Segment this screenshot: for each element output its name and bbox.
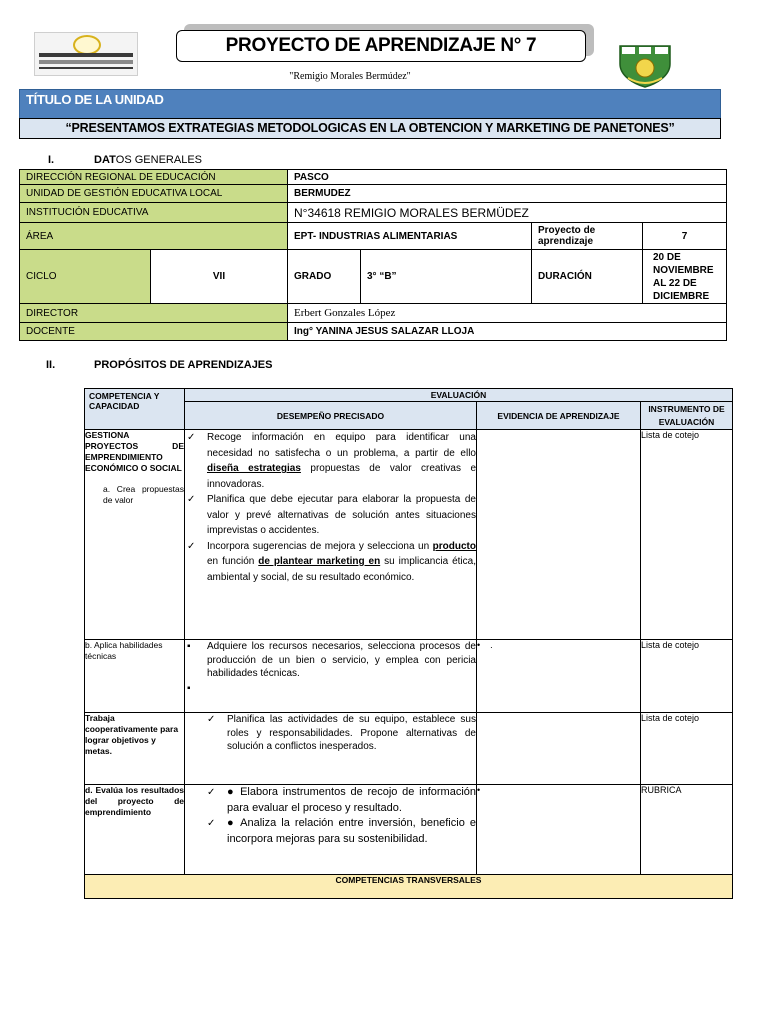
list-item: ▪ Adquiere los recursos necesarios, selecciona procesos de producción de un bien o servicio, y emplea con pericia habilidades técnicas. [187,641,476,679]
sun-emblem-icon [73,35,101,55]
check-icon: ✓ [187,540,196,552]
table-row [20,304,727,323]
dre-label: DIRECCIÓN REGIONAL DE EDUCACIÓN [20,170,288,185]
table-row [85,430,733,640]
capacidad-cell: b. Aplica habilidades técnicas [85,640,185,713]
purposes-table [84,388,733,899]
proyecto-value: 7 [643,223,727,250]
table-row [20,223,727,250]
dre-value: PASCO [288,170,727,185]
docente-label: DOCENTE [20,323,288,341]
page-title: PROYECTO DE APRENDIZAJE N° 7 [176,30,586,62]
list-item: ✓ Incorpora sugerencias de mejora y selecciona un producto en función de plantear marketing en su implicancia ética, ambiental y social, de su resultado económico. [187,540,476,583]
evidencia-cell [477,713,641,785]
ie-label: INSTITUCIÓN EDUCATIVA [20,203,288,223]
docente-value: Ing° YANINA JESUS SALAZAR LLOJA [288,323,727,341]
ciclo-value: VII [151,250,288,304]
capacidad-cell: Trabaja cooperativamente para lograr objetivos y metas. [85,713,185,785]
table-row [85,640,733,713]
duracion-label: DURACIÓN [532,250,643,304]
bullet-icon: ▪ [187,682,191,694]
desempeno-cell [185,785,477,875]
area-value: EPT- INDUSTRIAS ALIMENTARIAS [288,223,532,250]
table-row [20,250,727,304]
ie-value: N°34618 REMIGIO MORALES BERMÜDEZ [288,203,727,223]
evidencia-cell: • . [477,640,641,713]
desempeno-cell [185,430,477,640]
instrumento-cell: RUBRICA [641,785,733,875]
ugel-value: BERMUDEZ [288,185,727,203]
director-value: Erbert Gonzales López [288,304,727,323]
table-row [20,323,727,341]
table-row [85,875,733,899]
header-evaluacion: EVALUACIÓN [185,389,733,402]
ciclo-label: CICLO [20,250,151,304]
competencia-cell: GESTIONA PROYECTOS DE EMPRENDIMIENTO ECONÓMICO O SOCIAL a. Crea propuestas de valor [85,430,185,640]
evidencia-cell: • [477,785,641,875]
header-desempeno: DESEMPEÑO PRECISADO [185,402,477,430]
list-item: ✓ Recoge información en equipo para identificar una necesidad no satisfecha o un problema, a partir de ello diseña estrategias propuestas de valor creativas e innovadoras. [187,432,477,490]
grado-value: 3° “B” [361,250,532,304]
section-purposes-title: II. PROPÓSITOS DE APRENDIZAJES [46,359,273,371]
list-item: ✓ Planifica las actividades de su equipo, establece sus roles y responsabilidades. Propone alternativas de solución a conflictos inesperados. [207,714,476,752]
unit-name: “PRESENTAMOS EXTRATEGIAS METODOLOGICAS EN LA OBTENCION Y MARKETING DE PANETONES” [19,118,721,139]
unit-heading: TÍTULO DE LA UNIDAD [26,92,164,107]
general-data-table [19,169,727,341]
capacidad-label: a. Crea propuestas de valor [103,484,184,505]
table-row [20,170,727,185]
header-evidencia: EVIDENCIA DE APRENDIZAJE [477,402,641,430]
evidencia-cell [477,430,641,640]
ugel-label: UNIDAD DE GESTIÓN EDUCATIVA LOCAL [20,185,288,203]
table-row [20,203,727,223]
table-row [20,185,727,203]
instrumento-cell: Lista de cotejo [641,713,733,785]
capacidad-cell: d. Evalúa los resultados del proyecto de emprendimiento [85,785,185,875]
header-instrumento: INSTRUMENTO DE EVALUACIÓN [641,402,733,430]
proyecto-label: Proyecto de aprendizaje [532,223,643,250]
transversal-competencies-row: COMPETENCIAS TRANSVERSALES [85,875,733,899]
list-item: ✓ ● Elabora instrumentos de recojo de información para evaluar el proceso y resultado. [207,786,476,814]
instrumento-cell: Lista de cotejo [641,430,733,640]
header-competencia: COMPETENCIA Y CAPACIDAD [85,389,185,430]
check-icon: ✓ [187,494,196,505]
school-subtitle: "Remigio Morales Bermúdez" [289,71,411,82]
duracion-value: 20 DE NOVIEMBRE AL 22 DE DICIEMBRE [643,250,727,304]
list-item: ✓ Planifica que debe ejecutar para elaborar la propuesta de valor y prevé alternativas de solución antes situaciones imprevistas o accidentes. [187,494,476,536]
unit-title-header [19,89,721,119]
school-crest-icon [616,42,674,88]
check-icon: ✓ [207,714,216,725]
check-icon: ✓ [207,787,216,798]
check-icon: ✓ [207,818,216,829]
area-label: ÁREA [20,223,288,250]
instrumento-cell: Lista de cotejo [641,640,733,713]
bullet-icon: ▪ [187,641,191,652]
table-row [85,785,733,875]
director-label: DIRECTOR [20,304,288,323]
check-icon: ✓ [187,432,196,443]
grado-label: GRADO [288,250,361,304]
section-general-data-title: I. DATOS GENERALES [48,154,202,166]
desempeno-cell [185,640,477,713]
school-logo-left [34,32,138,76]
table-row [85,389,733,402]
table-row [85,713,733,785]
list-item: ✓ ● Analiza la relación entre inversión, beneficio e incorpora mejoras para su sostenibilidad. [207,817,476,845]
desempeno-cell [185,713,477,785]
